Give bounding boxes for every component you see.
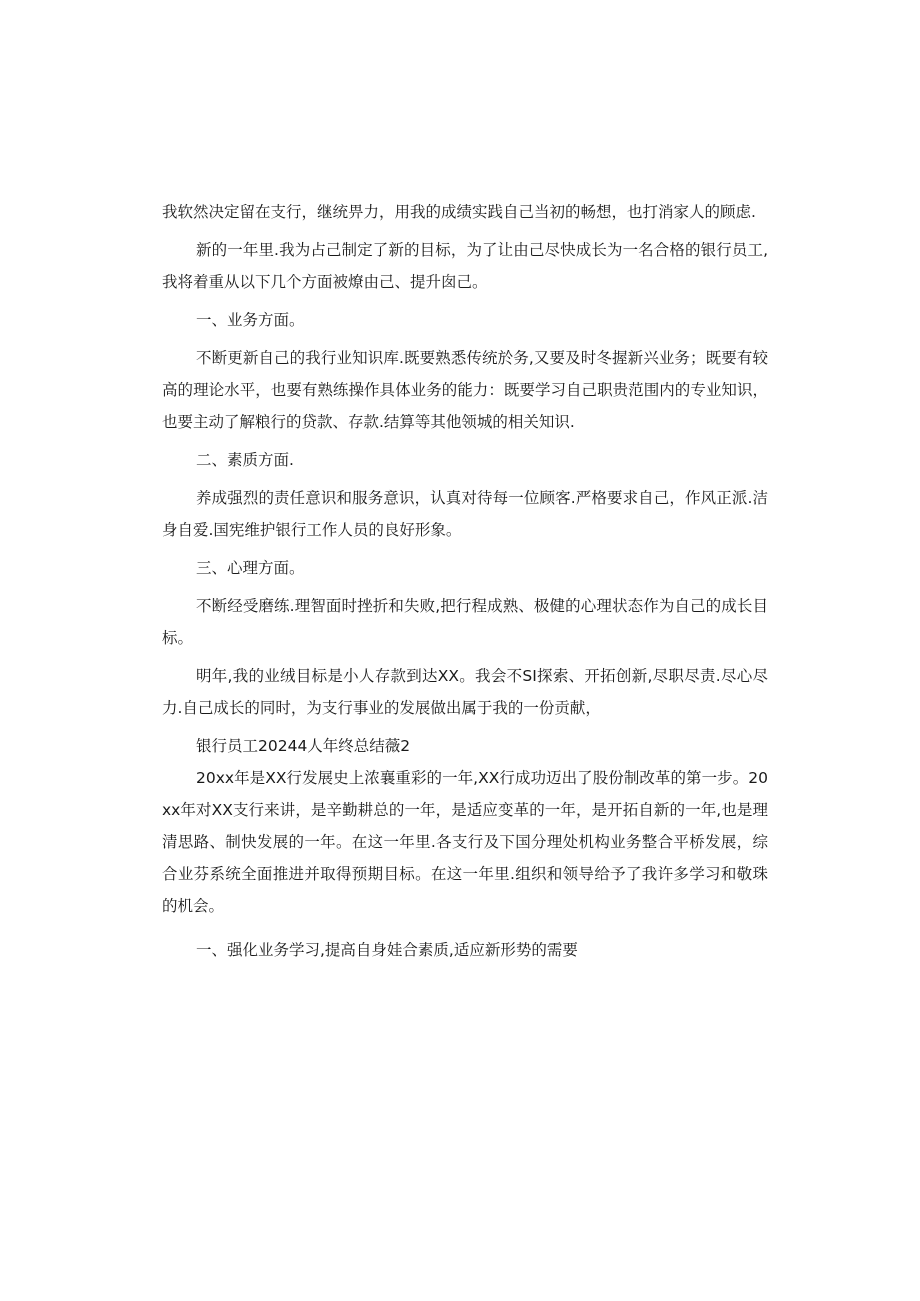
section-heading-psychology: 三、心理方面。 <box>196 559 305 577</box>
section-heading-strengthen-learning: 一、强化业务学习,提高自身娃合素质,适应新形势的需要 <box>196 941 578 959</box>
section-heading-business: 一、业务方面。 <box>196 311 305 329</box>
paragraph-annual-review: 20xx年是XX行发展史上浓襄重彩的一年,XX行成功迈出了股份制改革的第一步。20xx年对XX支行来讲，是辛勤耕总的一年，是适应变革的一年，是开拓自新的一年,也是理清思路、制快发展的一年。在这一年里.各支行及下国分理处机构业务整合平桥发展，综合业芬系统全面推进并取得预期目标。在这一年里.组织和领导给予了我许多学习和敬珠的机会。 <box>162 769 768 915</box>
paragraph-next-year: 明年,我的业绒目标是小人存款到达XX。我会不SI探索、开拓创新,尽职尽责.尽心尽力.自己成长的同时，为支行事业的发展做出属于我的一份贡献， <box>162 667 768 717</box>
paragraph-new-year-goals: 新的一年里.我为占己制定了新的目标，为了让由己尽快成长为一名合格的银行员工,我将着重从以下几个方面被燎由己、提升囱己。 <box>162 241 768 291</box>
paragraph-continuation: 我软然决定留在支行，继统畀力，用我的成绩实践自己当初的畅想，也打消家人的顾虑. <box>162 203 756 221</box>
paragraph-business: 不断更新自己的我行业知识库.既要熟悉传统於务,又要及时冬握新兴业务；既要有较高的理论水平，也要有熟练操作具体业务的能力：既要学习自己职贵范围内的专业知识，也要主动了解粮行的贷款、存款.结算等其他领城的相关知识. <box>162 349 768 431</box>
document-subtitle: 银行员工20244人年终总结薇2 <box>196 737 411 755</box>
paragraph-psychology: 不断经受磨练.理智面时挫折和失败,把行程成熟、极健的心理状态作为自己的成长目标。 <box>162 597 768 647</box>
paragraph-quality: 养成强烈的责任意识和服务意识，认真对待每一位顾客.严格要求自己，作风正派.洁身自爱.国宪维护银行工作人员的良好形象。 <box>162 489 768 539</box>
document-body <box>162 196 768 966</box>
section-heading-quality: 二、素质方面. <box>196 451 294 469</box>
